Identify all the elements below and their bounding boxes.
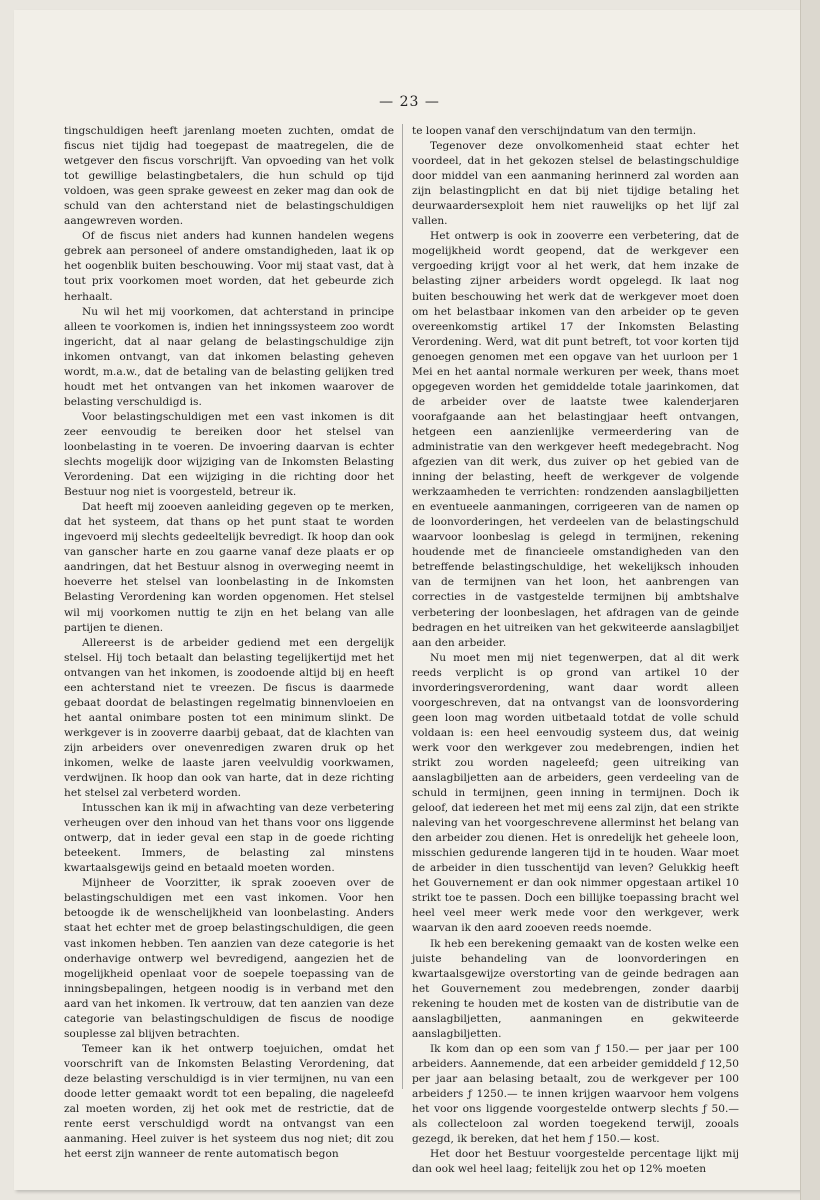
- right-column: [412, 124, 739, 1176]
- paragraph: Ik kom dan op een som van ƒ 150.— per jaar per 100 arbeiders. Aannemende, dat een arbeider gemiddeld ƒ 12,50 per jaar aan belasing betaalt, zou de werkgever per 100 arbeiders ƒ 1250.— te innen krijgen waarvoor hem volgens het voor ons liggende voorgestelde ontwerp slechts ƒ 50.— als collecteloon zal worden toegekend terwijl, zooals gezegd, ik bereken, dat het hem ƒ 150.— kost.: [412, 1042, 739, 1146]
- paragraph: Temeer kan ik het ontwerp toejuichen, omdat het voorschrift van de Inkomsten Belasting Verordening, dat deze belasting verschuldigd is in vier termijnen, nu van een doode letter gemaakt wordt tot een bepaling, die nageleefd zal moeten worden, zij het ook met de restrictie, dat de rente eerst verschuldigd wordt na ontvangst van een aanmaning. Heel zuiver is het systeem dus nog niet; dit zou het eerst zijn wanneer de rente automatisch begon: [64, 1042, 394, 1161]
- paragraph: Voor belastingschuldigen met een vast inkomen is dit zeer eenvoudig te bereiken door het stelsel van loonbelasting in te voeren. De invoering daarvan is echter slechts mogelijk door wijziging van de Inkomsten Belasting Verordening. Dat een wijziging in die richting door het Bestuur nog niet is voorgesteld, betreur ik.: [64, 410, 394, 499]
- paragraph: Nu wil het mij voorkomen, dat achterstand in principe alleen te voorkomen is, indien het inningssysteem zoo wordt ingericht, dat al naar gelang de belastingschuldige zijn inkomen ontvangt, van dat inkomen belasting geheven wordt, m.a.w., dat de betaling van de belasting gelijken tred houdt met het ontvangen van het inkomen waarover de belasting verschuldigd is.: [64, 305, 394, 408]
- page-number: — 23 —: [379, 94, 440, 110]
- left-column: [64, 124, 394, 1161]
- paragraph: Nu moet men mij niet tegenwerpen, dat al dit werk reeds verplicht is op grond van artikel 10 der invorderingsverordening, want daar wordt alleen voorgeschreven, dat na ontvangst van de loonsvordering geen loon mag worden uitbetaald totdat de volle schuld voldaan is: een heel eenvoudig systeem dus, dat weinig werk voor den werkgever zou medebrengen, indien het strikt zou worden nageleefd; geen uitreiking van aanslagbiljetten aan de arbeiders, geen verdeeling van de schuld in termijnen, geen inning in termijnen. Doch ik geloof, dat iedereen het met mij eens zal zijn, dat een strikte naleving van het voorgeschrevene allerminst het belang van den arbeider zou dienen. Het is onredelijk het geheele loon, misschien gedurende langeren tijd in te houden. Waar moet de arbeider in dien tusschentijd van leven? Gelukkig heeft het Gouvernement er dan ook nimmer opgestaan artikel 10 strikt toe te passen. Doch een billijke toepassing bracht wel heel veel meer werk mede voor den werkgever, werk waarvan ik den aard zooeven reeds noemde.: [412, 651, 739, 935]
- paragraph: Mijnheer de Voorzitter, ik sprak zooeven over de belastingschuldigen met een vast inkomen. Voor hen betoogde ik de wenschelijkheid van loonbelasting. Anders staat het echter met de groep belastingschuldigen, die geen vast inkomen hebben. Ten aanzien van deze categorie is het onderhavige ontwerp wel bevredigend, aangezien het de mogelijkheid openlaat voor de soepele toepassing van de inningsbepalingen, hetgeen noodig is in verband met den aard van het inkomen. Ik vertrouw, dat ten aanzien van deze categorie van belastingschuldigen de fiscus de noodige souplesse zal blijven betrachten.: [64, 877, 394, 1040]
- paragraph: te loopen vanaf den verschijndatum van den termijn.: [412, 125, 697, 137]
- paragraph: Of de fiscus niet anders had kunnen handelen wegens gebrek aan personeel of andere omstandigheden, laat ik op het oogenblik buiten beschouwing. Voor mij staat vast, dat à tout prix voorkomen moet worden, dat het gebeurde zich herhaalt.: [64, 230, 394, 303]
- paragraph: Dat heeft mij zooeven aanleiding gegeven op te merken, dat het systeem, dat thans op het punt staat te worden ingevoerd mij slechts gedeeltelijk bevredigt. Ik hoop dan ook van ganscher harte en zou gaarne vanaf deze plaats er op aandringen, dat het Bestuur alsnog in overweging neemt in hoeverre het stelsel van loonbelasting in de Inkomsten Belasting Verordening kan worden opgenomen. Het stelsel wil mij voorkomen nuttig te zijn en het belang van alle partijen te dienen.: [64, 501, 394, 634]
- paragraph: Allereerst is de arbeider gediend met een dergelijk stelsel. Hij toch betaalt dan belasting tegelijkertijd met het ontvangen van het inkomen, is zoodoende altijd bij en heeft een achterstand niet te vreezen. De fiscus is daarmede gebaat doordat de belastingen regelmatig binnenvloeien en het aantal onimbare posten tot een minimum slinkt. De werkgever is in zooverre daarbij gebaat, dat de klachten van zijn arbeiders over onevenredigen zwaren druk op het inkomen, welke de laaste jaren veelvuldig voorkwamen, verdwijnen. Ik hoop dan ook van harte, dat in deze richting het stelsel zal verbeterd worden.: [64, 636, 394, 800]
- paragraph: Intusschen kan ik mij in afwachting van deze verbetering verheugen over den inhoud van het thans voor ons liggende ontwerp, dat in ieder geval een stap in de goede richting beteekent. Immers, de belasting zal minstens kwartaalsgewijs geind en betaald moeten worden.: [64, 802, 394, 875]
- paragraph: Tegenover deze onvolkomenheid staat echter het voordeel, dat in het gekozen stelsel de belastingschuldige door middel van een aanmaning herinnerd zal worden aan zijn belastingplicht en dat bij niet tijdige betaling het deurwaardersexploit hem niet rauwelijks op het lijf zal vallen.: [412, 140, 739, 228]
- column-divider: [402, 124, 403, 1089]
- paragraph: tingschuldigen heeft jarenlang moeten zuchten, omdat de fiscus niet tijdig had toegepast de maatregelen, die de wetgever den fiscus vorschrijft. Van opvoeding van het volk tot gewillige belastingbetalers, die hun schuld op tijd voldoen, was geen sprake geweest en zeker mag dan ook de schuld van den achterstand niet de belastingschuldigen aangewreven worden.: [64, 125, 394, 228]
- paragraph: Het ontwerp is ook in zooverre een verbetering, dat de mogelijkheid wordt geopend, dat de werkgever een vergoeding krijgt voor al het werk, dat hem inzake de belasting zijner arbeiders wordt opgelegd. Ik laat nog buiten beschouwing het werk dat de werkgever moet doen om het belastbaar inkomen van den arbeider op te geven overeenkomstig artikel 17 der Inkomsten Belasting Verordening. Werd, wat dit punt betreft, tot voor korten tijd genoegen genomen met een opgave van het uurloon per 1 Mei en het aantal normale werkuren per week, thans moet opgegeven worden het gemiddelde totale jaarinkomen, dat de arbeider over de laatste twee kalenderjaren voorafgaande aan het belastingjaar heeft ontvangen, hetgeen een aanzienlijke vermeerdering van de administratie van den werkgever heeft medegebracht. Nog afgezien van dit werk, dus zuiver op het gebied van de inning der belasting, heeft de werkgever de volgende werkzaamheden te verrichten: rondzenden aanslagbiljetten en eventueele aanmaningen, corrigeeren van de namen op de loonvorderingen, het verdeelen van de belastingschuld waarvoor loonbeslag is gelegd in termijnen, rekening houdende met de financieele omstandigheden van den betreffende belastingschuldige, het wekelijksch inhouden van de termijnen van het loon, het aanbrengen van correcties in de vastgestelde termijnen bij ambtshalve verbetering der loonbeslagen, het afdragen van de geinde bedragen en het uitreiken van het gekwiteerde aanslagbiljet aan den arbeider.: [412, 230, 739, 649]
- paragraph: Ik heb een berekening gemaakt van de kosten welke een juiste behandeling van de loonvorderingen en kwartaalsgewijze overstorting van de geinde bedragen aan het Gouvernement zou medebrengen, zonder daarbij rekening te houden met de kosten van de distributie van de aanslagbiljetten, aanmaningen en gekwiteerde aanslagbiljetten.: [412, 937, 739, 1040]
- page-edge: [800, 0, 820, 1200]
- paragraph: Het door het Bestuur voorgestelde percentage lijkt mij dan ook wel heel laag; feitelijk zou het op 12% moeten: [412, 1148, 739, 1176]
